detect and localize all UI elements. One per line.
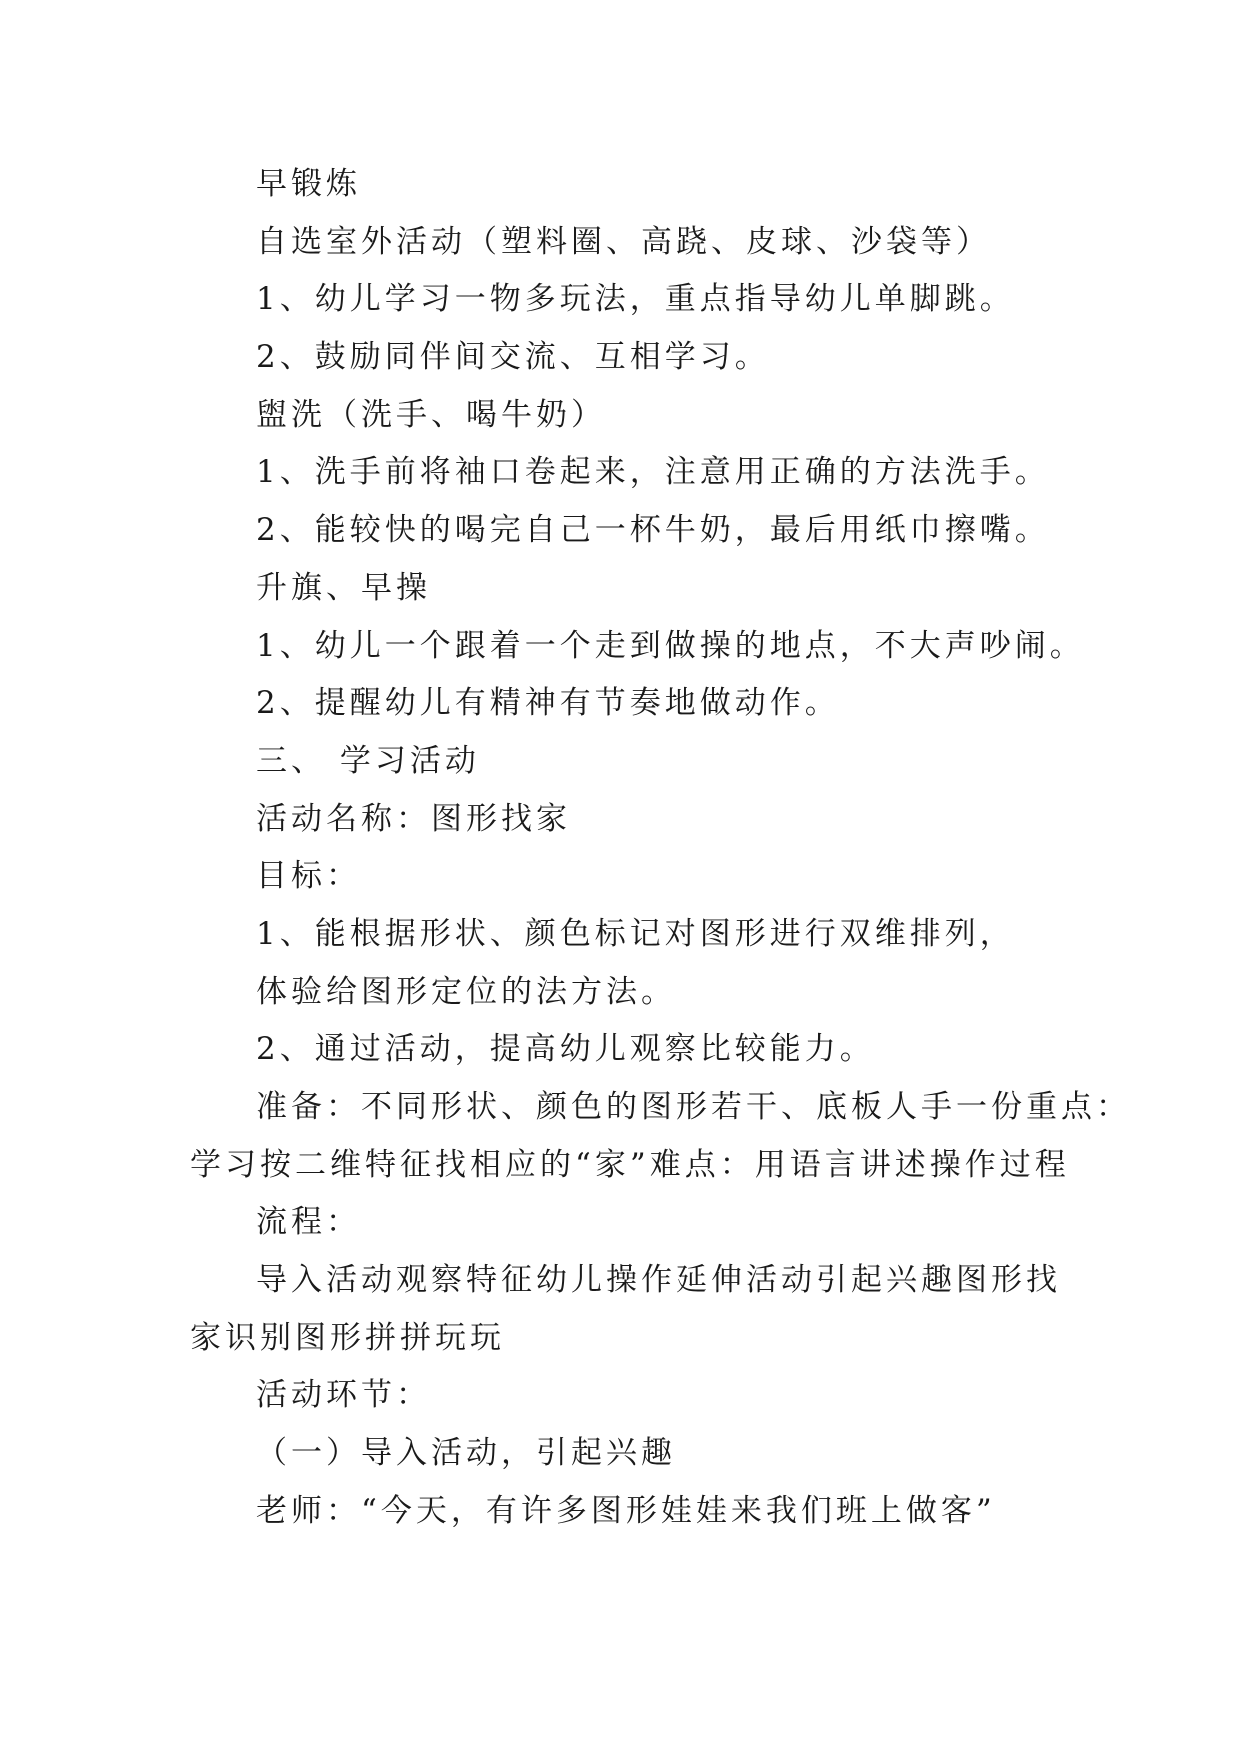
paragraph-line: 2、鼓励同伴间交流、互相学习。 bbox=[256, 339, 770, 376]
activity-steps-heading: 活动环节： bbox=[256, 1377, 431, 1414]
paragraph-line: 1、能根据形状、颜色标记对图形进行双维排列， bbox=[256, 915, 1015, 952]
paragraph-line: 2、提醒幼儿有精神有节奏地做动作。 bbox=[256, 685, 840, 722]
paragraph-line: 学习按二维特征找相应的“家”难点：用语言讲述操作过程 bbox=[190, 1146, 1070, 1183]
paragraph-line: 2、能较快的喝完自己一杯牛奶，最后用纸巾擦嘴。 bbox=[256, 512, 1050, 549]
section-heading-morning-exercise: 早锻炼 bbox=[256, 166, 361, 202]
paragraph-line: 体验给图形定位的法方法。 bbox=[256, 973, 676, 1010]
section-heading-learning-activity: 三、 学习活动 bbox=[256, 742, 480, 779]
paragraph-line: 2、通过活动，提高幼儿观察比较能力。 bbox=[256, 1031, 875, 1068]
step-heading: （一）导入活动，引起兴趣 bbox=[256, 1435, 676, 1472]
document-body bbox=[190, 156, 1131, 1541]
preparation-line: 准备：不同形状、颜色的图形若干、底板人手一份重点： bbox=[256, 1089, 1131, 1125]
paragraph-line: 导入活动观察特征幼儿操作延伸活动引起兴趣图形找 bbox=[256, 1262, 1061, 1299]
paragraph-line: 老师：“今天，有许多图形娃娃来我们班上做客” bbox=[256, 1492, 996, 1529]
activity-name: 活动名称：图形找家 bbox=[256, 800, 571, 837]
section-heading-flag-raising: 升旗、早操 bbox=[256, 569, 431, 606]
paragraph-line: 自选室外活动（塑料圈、高跷、皮球、沙袋等） bbox=[256, 223, 991, 260]
section-heading-washing: 盥洗（洗手、喝牛奶） bbox=[256, 396, 606, 433]
goals-heading: 目标： bbox=[256, 858, 361, 895]
paragraph-line: 1、幼儿学习一物多玩法，重点指导幼儿单脚跳。 bbox=[256, 281, 1015, 318]
paragraph-line: 1、幼儿一个跟着一个走到做操的地点，不大声吵闹。 bbox=[256, 627, 1085, 664]
process-heading: 流程： bbox=[256, 1204, 361, 1241]
paragraph-line: 家识别图形拼拼玩玩 bbox=[190, 1319, 505, 1356]
paragraph-line: 1、洗手前将袖口卷起来，注意用正确的方法洗手。 bbox=[256, 454, 1050, 491]
